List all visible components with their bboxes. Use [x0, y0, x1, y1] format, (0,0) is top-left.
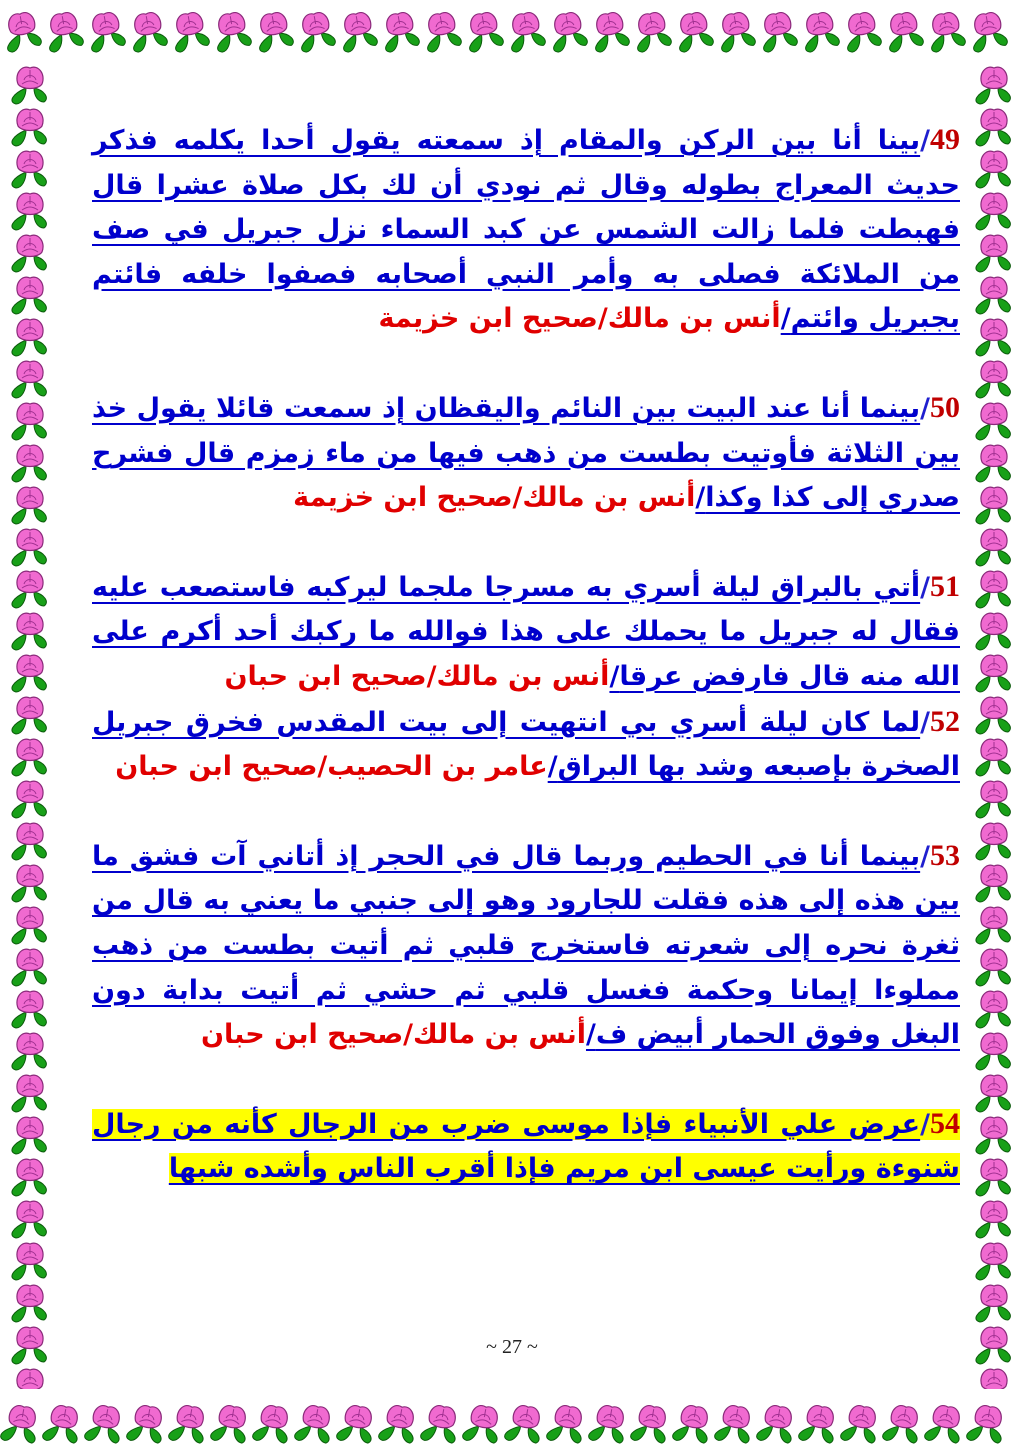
flower-icon	[12, 655, 46, 692]
flower-icon	[976, 949, 1010, 986]
hadith-entry-51	[92, 565, 960, 700]
flower-icon	[12, 865, 46, 902]
flower-icon	[800, 10, 840, 52]
flower-icon	[976, 487, 1010, 524]
flower-icon	[12, 445, 46, 482]
entry-spacer	[92, 790, 960, 834]
flower-icon	[632, 10, 672, 52]
flower-icon	[976, 193, 1010, 230]
hadith-separator: /	[920, 392, 930, 424]
flower-icon	[976, 1159, 1010, 1196]
flower-pattern-top	[0, 0, 1024, 60]
hadith-number: 54	[930, 1106, 960, 1140]
floral-border-right	[964, 60, 1024, 1389]
flower-icon	[2, 10, 42, 52]
flower-icon	[630, 1403, 670, 1445]
flower-icon	[976, 319, 1010, 356]
flower-icon	[12, 991, 46, 1028]
flower-icon	[840, 1403, 880, 1445]
flower-icon	[924, 1403, 964, 1445]
flower-icon	[976, 865, 1010, 902]
flower-icon	[212, 10, 252, 52]
flower-icon	[12, 823, 46, 860]
flower-icon	[462, 1403, 502, 1445]
flower-icon	[12, 781, 46, 818]
flower-icon	[12, 109, 46, 146]
flower-icon	[884, 10, 924, 52]
flower-icon	[758, 10, 798, 52]
flower-icon	[976, 67, 1010, 104]
flower-icon	[378, 1403, 418, 1445]
flower-icon	[976, 403, 1010, 440]
flower-icon	[336, 1403, 376, 1445]
hadith-separator: /	[920, 706, 930, 738]
flower-icon	[976, 697, 1010, 734]
hadith-entry-53	[92, 834, 960, 1058]
flower-icon	[976, 781, 1010, 818]
flower-icon	[976, 151, 1010, 188]
flower-icon	[976, 991, 1010, 1028]
source-separator: /	[780, 303, 791, 335]
flower-icon	[976, 529, 1010, 566]
flower-icon	[976, 361, 1010, 398]
flower-icon	[716, 10, 756, 52]
entry-spacer	[92, 521, 960, 565]
flower-icon	[12, 571, 46, 608]
flower-icon	[12, 361, 46, 398]
flower-icon	[976, 1243, 1010, 1280]
flower-icon	[12, 1159, 46, 1196]
flower-icon	[976, 739, 1010, 776]
hadith-entry-52	[92, 700, 960, 790]
flower-pattern-left	[0, 60, 60, 1389]
flower-icon	[926, 10, 966, 52]
hadith-separator: /	[920, 840, 930, 872]
flower-icon	[976, 109, 1010, 146]
flower-icon	[976, 1075, 1010, 1112]
hadith-separator: /	[920, 571, 930, 603]
flower-icon	[0, 1403, 40, 1445]
flower-icon	[976, 1201, 1010, 1238]
page-number: ~ 27 ~	[486, 1336, 538, 1358]
hadith-number: 49	[930, 123, 960, 156]
hadith-number: 50	[930, 390, 960, 424]
hadith-number: 51	[930, 569, 960, 603]
flower-icon	[254, 10, 294, 52]
flower-icon	[546, 1403, 586, 1445]
flower-icon	[210, 1403, 250, 1445]
flower-icon	[12, 151, 46, 188]
highlighted-passage	[92, 1106, 960, 1185]
flower-icon	[976, 1117, 1010, 1154]
hadith-source: عامر بن الحصيب/صحيح ابن حبان	[115, 751, 548, 783]
flower-icon	[12, 1369, 46, 1389]
flower-icon	[338, 10, 378, 52]
flower-icon	[380, 10, 420, 52]
hadith-separator: /	[920, 125, 930, 156]
flower-icon	[12, 907, 46, 944]
floral-border-top	[0, 0, 1024, 60]
flower-icon	[506, 10, 546, 52]
flower-icon	[976, 1285, 1010, 1322]
hadith-text: أتي بالبراق ليلة أسري به مسرجا ملجما ليركبه فاستصعب عليه فقال له جبريل ما يحملك على هذا فوالله ما ركبك أحد أكرم على الله منه قال فارفض عرقا	[92, 571, 960, 692]
hadith-entry-49	[92, 118, 960, 342]
flower-icon	[12, 319, 46, 356]
flower-icon	[976, 613, 1010, 650]
hadith-source: أنس بن مالك/صحيح ابن حبان	[201, 1019, 586, 1051]
flower-icon	[976, 445, 1010, 482]
flower-icon	[12, 529, 46, 566]
flower-icon	[84, 1403, 124, 1445]
flower-icon	[12, 1285, 46, 1322]
flower-icon	[296, 10, 336, 52]
flower-icon	[464, 10, 504, 52]
hadith-source: أنس بن مالك/صحيح ابن حبان	[224, 660, 610, 692]
flower-pattern-bottom	[0, 1389, 1024, 1449]
hadith-text: لما كان ليلة أسري بي انتهيت إلى بيت المقدس فخرق جبريل الصخرة بإصبعه وشد بها البراق	[92, 706, 960, 783]
hadith-list	[92, 118, 960, 1192]
flower-icon	[674, 10, 714, 52]
flower-icon	[976, 571, 1010, 608]
flower-icon	[798, 1403, 838, 1445]
flower-icon	[126, 1403, 166, 1445]
flower-icon	[12, 697, 46, 734]
flower-icon	[882, 1403, 922, 1445]
flower-icon	[968, 10, 1008, 52]
flower-icon	[12, 739, 46, 776]
hadith-number: 53	[930, 838, 960, 872]
flower-icon	[12, 1201, 46, 1238]
flower-icon	[12, 1117, 46, 1154]
flower-icon	[12, 403, 46, 440]
flower-icon	[756, 1403, 796, 1445]
flower-icon	[12, 1033, 46, 1070]
flower-icon	[12, 277, 46, 314]
flower-icon	[588, 1403, 628, 1445]
entry-spacer	[92, 1058, 960, 1102]
flower-icon	[590, 10, 630, 52]
source-separator: /	[585, 1019, 596, 1051]
flower-icon	[422, 10, 462, 52]
flower-icon	[86, 10, 126, 52]
flower-icon	[976, 823, 1010, 860]
floral-border-left	[0, 60, 60, 1389]
flower-icon	[44, 10, 84, 52]
flower-icon	[294, 1403, 334, 1445]
flower-icon	[42, 1403, 82, 1445]
flower-pattern-right	[964, 60, 1024, 1389]
flower-icon	[12, 487, 46, 524]
flower-icon	[12, 1243, 46, 1280]
flower-icon	[252, 1403, 292, 1445]
flower-icon	[976, 655, 1010, 692]
flower-icon	[842, 10, 882, 52]
entry-spacer	[92, 342, 960, 386]
hadith-entry-54	[92, 1102, 960, 1192]
source-separator: /	[695, 482, 706, 514]
hadith-number: 52	[930, 704, 960, 738]
flower-icon	[714, 1403, 754, 1445]
flower-icon	[976, 907, 1010, 944]
source-separator: /	[609, 660, 620, 692]
flower-icon	[420, 1403, 460, 1445]
flower-icon	[976, 1369, 1010, 1389]
hadith-text: بينما أنا في الحطيم وربما قال في الحجر إذ أتاني آت فشق ما بين هذه إلى هذه فقلت للجارود وهو إلى جنبي ما يعني به قال من ثغرة نحره إلى شعرته فاستخرج قلبي ثم أتيت بطست من ذهب مملوءا إيمانا وحكمة فغسل قلبي ثم حشي ثم أتيت بدابة دون البغل وفوق الحمار أبيض ف	[92, 840, 960, 1051]
flower-icon	[504, 1403, 544, 1445]
flower-icon	[976, 1033, 1010, 1070]
flower-icon	[12, 193, 46, 230]
flower-icon	[170, 10, 210, 52]
flower-icon	[12, 949, 46, 986]
hadith-source: أنس بن مالك/صحيح ابن خزيمة	[293, 482, 696, 514]
hadith-text: بينا أنا بين الركن والمقام إذ سمعته يقول أحدا يكلمه فذكر حديث المعراج بطوله وقال ثم نودي أن لك بكل صلاة عشرا قال فهبطت فلما زالت الشمس عن كبد السماء نزل جبريل في صف من الملائكة فصلى به وأمر النبي أصحابه فصفوا خلفه فائتم بجبريل وائتم	[92, 125, 960, 335]
hadith-text: عرض علي الأنبياء فإذا موسى ضرب من الرجال كأنه من رجال شنوءة ورأيت عيسى ابن مريم فإذا أقرب الناس وأشده شبها	[92, 1108, 960, 1185]
flower-icon	[168, 1403, 208, 1445]
hadith-source: أنس بن مالك/صحيح ابن خزيمة	[378, 303, 781, 335]
hadith-text: بينما أنا عند البيت بين النائم واليقظان إذ سمعت قائلا يقول خذ بين الثلاثة فأوتيت بطست من ذهب فيها من ماء زمزم قال فشرح صدري إلى كذا وكذا	[92, 392, 960, 514]
flower-icon	[976, 235, 1010, 272]
hadith-entry-50	[92, 386, 960, 521]
flower-icon	[672, 1403, 712, 1445]
flower-icon	[12, 67, 46, 104]
flower-icon	[128, 10, 168, 52]
flower-icon	[966, 1403, 1006, 1445]
flower-icon	[12, 235, 46, 272]
flower-icon	[12, 1075, 46, 1112]
source-separator: /	[547, 751, 558, 783]
floral-border-bottom	[0, 1389, 1024, 1449]
hadith-separator: /	[920, 1108, 930, 1140]
flower-icon	[12, 613, 46, 650]
flower-icon	[976, 277, 1010, 314]
flower-icon	[548, 10, 588, 52]
